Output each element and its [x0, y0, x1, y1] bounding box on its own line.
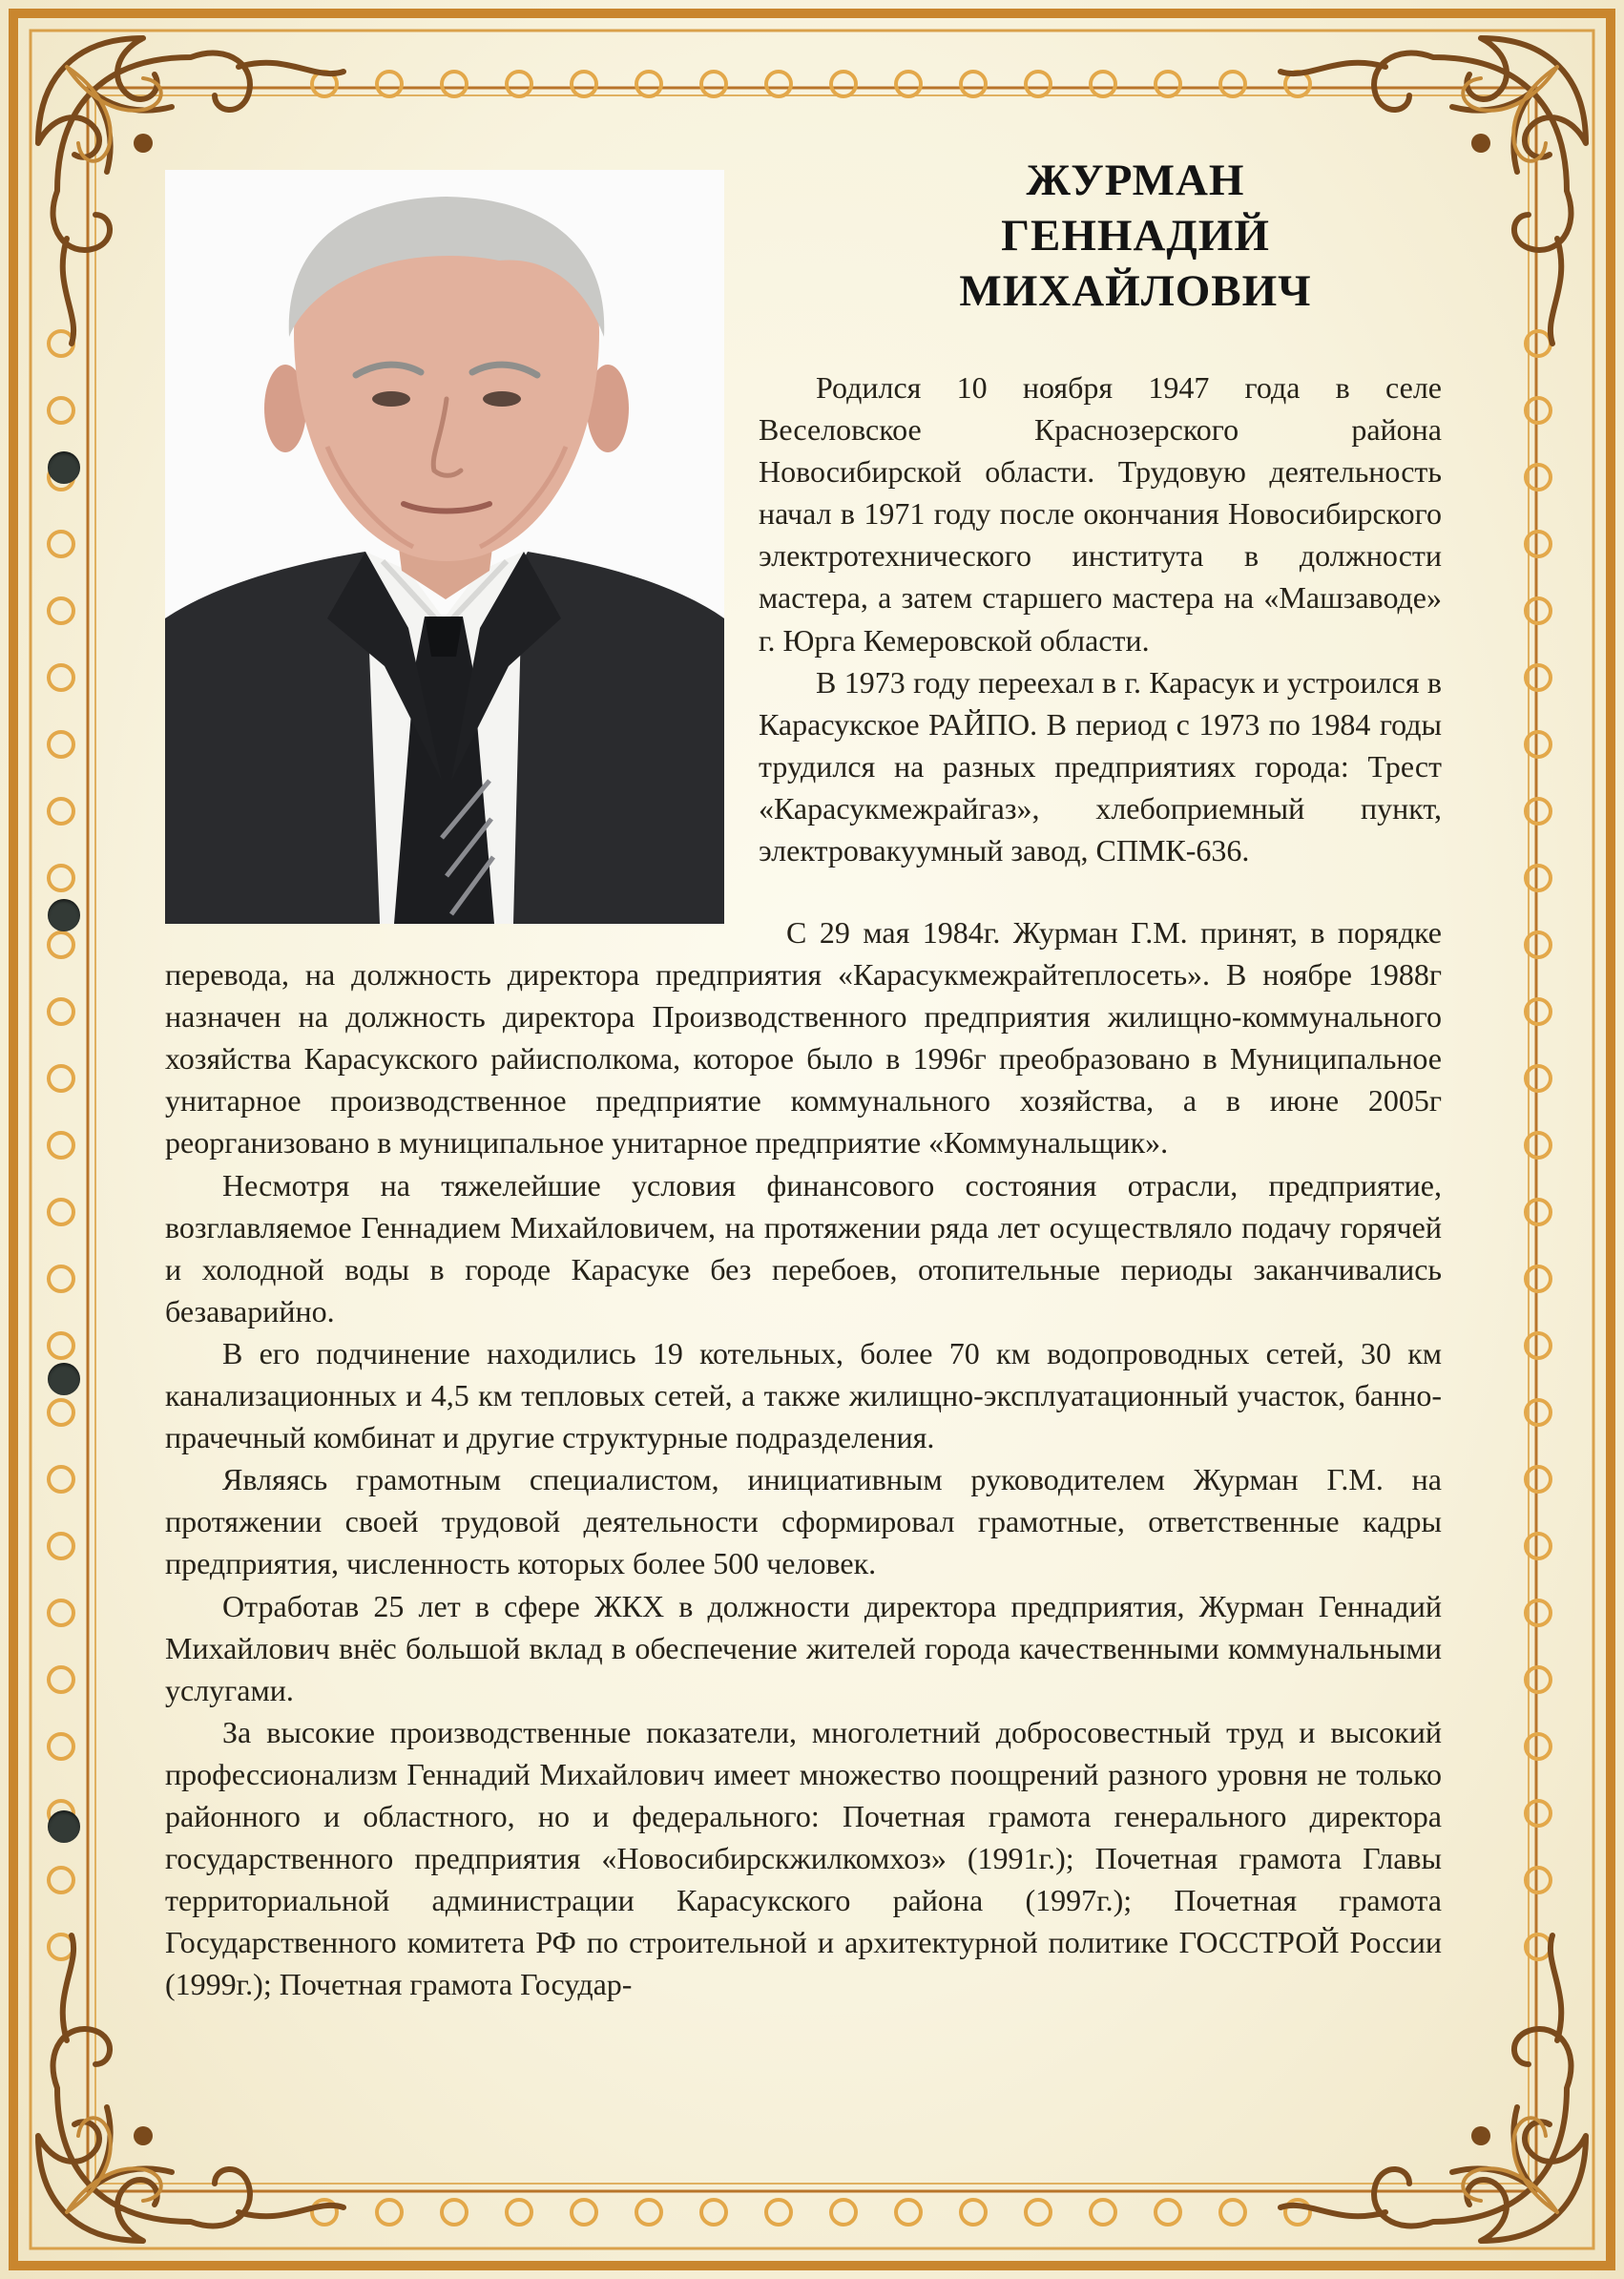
punch-hole — [48, 1363, 80, 1395]
biography-paragraph: За высокие производственные показатели, многолетний добросовестный труд и высокий профессионализм Геннадий Михайлович имеет множество поощрений разного уровня не только районного и областного, но и федерального: Почетная грамота генерального директора государственного предприятия «Новосибирскжилкомхоз» (1991г.); Почетная грамота Главы территориальной администрации Карасукского района (1997г.); Почетная грамота Государственного комитета РФ по строительной и архитектурной политике ГОССТРОЙ России (1999г.); Почетная грамота Государ- — [165, 1714, 1442, 2002]
person-name-heading — [887, 153, 1384, 319]
portrait-photo — [165, 170, 724, 924]
punch-hole — [48, 899, 80, 931]
portrait-photo-man-in-suit — [165, 170, 724, 924]
biography-paragraph: Родился 10 ноября 1947 года в селе Веселовское Краснозерского района Новосибирской области. Трудовую деятельность начал в 1971 году после окончания Новосибирского электротехнического института в должности мастера, а затем старшего мастера на «Машзаводе» г. Юрга Кемеровской области. — [759, 370, 1442, 658]
biography-paragraph: В его подчинение находились 19 котельных, более 70 км водопроводных сетей, 30 км канализационных и 4,5 км тепловых сетей, а также жилищно-эксплуатационный участок, банно-прачечный комбинат и другие структурные подразделения. — [165, 1335, 1442, 1455]
biography-paragraph: В 1973 году переехал в г. Карасук и устроился в Карасукское РАЙПО. В период с 1973 по 1984 годы трудился на разных предприятиях города: Трест «Карасукмежрайгаз», хлебоприемный пункт, электровакуумный завод, СПМК-636. — [759, 664, 1442, 868]
biography-text-top — [759, 366, 1442, 871]
punch-hole — [48, 1810, 80, 1843]
first-name: ГЕННАДИЙ — [1001, 211, 1270, 261]
punch-hole — [48, 451, 80, 484]
patronymic: МИХАЙЛОВИЧ — [959, 266, 1312, 316]
biography-paragraph: С 29 мая 1984г. Журман Г.М. принят, в порядке перевода, на должность директора предприятия «Карасукмежрайтеплосеть». В ноябре 1988г назначен на должность директора Производственного предприятия жилищно-коммунального хозяйства Карасукского райисполкома, которое было в 1996г преобразовано в Муниципальное унитарное производственное предприятие коммунального хозяйства, а в июне 2005г реорганизовано в муниципальное унитарное предприятие «Коммунальщик». — [165, 915, 1442, 1160]
biography-paragraph: Являясь грамотным специалистом, инициативным руководителем Журман Г.М. на протяжении своей трудовой деятельности сформировал грамотные, ответственные кадры предприятия, численность которых более 500 человек. — [165, 1462, 1442, 1581]
biography-paragraph: Несмотря на тяжелейшие условия финансового состояния отрасли, предприятие, возглавляемое Геннадием Михайловичем, на протяжении ряда лет осуществляло подачу горячей и холодной воды в городе Карасуке без перебоев, отопительные периоды заканчивались безаварийно. — [165, 1167, 1442, 1328]
biography-paragraph: Отработав 25 лет в сфере ЖКХ в должности директора предприятия, Журман Геннадий Михайлович внёс большой вклад в обеспечение жителей города качественными коммунальными услугами. — [165, 1588, 1442, 1707]
surname: ЖУРМАН — [1026, 156, 1245, 205]
biography-text-main — [165, 911, 1442, 2005]
